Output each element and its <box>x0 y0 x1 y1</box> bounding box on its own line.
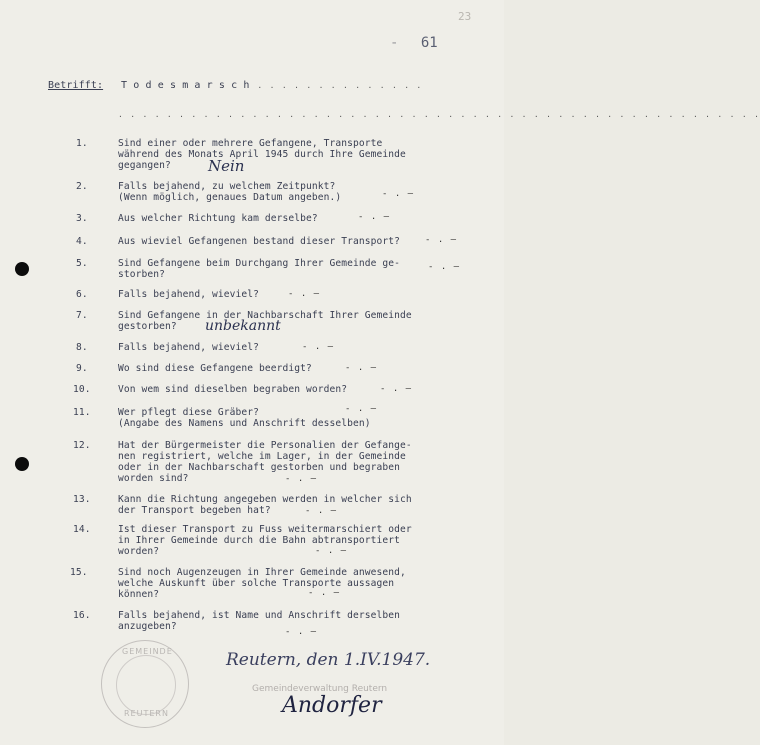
question-text-16: Falls bejahend, ist Name und Anschrift derselben anzugeben? <box>118 610 401 632</box>
question-text-5: Sind Gefangene beim Durchgang Ihrer Gemeinde ge- storben? <box>118 258 401 280</box>
question-number-1: 1. <box>76 138 88 149</box>
question-text-4: Aus wieviel Gefangenen bestand dieser Transport? <box>118 236 401 247</box>
dash-mark-15: - . — <box>308 588 341 598</box>
separator-dots: . . . . . . . . . . . . . . . . . . . . . . . . . . . . . . . . . . . . . . . . . . . . . . . . . . . . . <box>118 110 760 119</box>
dash-mark-4: - . — <box>425 235 458 245</box>
dash-mark-5: - . — <box>428 262 461 272</box>
dash-mark-11: - . — <box>345 404 378 414</box>
punch-hole-bottom <box>15 457 29 471</box>
subject-label: Betrifft: <box>48 80 104 91</box>
question-number-16: 16. <box>73 610 91 621</box>
signature-name: Andorfer <box>282 693 382 718</box>
dash-mark-10: - . — <box>380 384 413 394</box>
question-number-9: 9. <box>76 363 88 374</box>
dash-mark-3: - . — <box>358 212 391 222</box>
official-seal <box>101 640 189 728</box>
question-text-10: Von wem sind dieselben begraben worden? <box>118 384 348 395</box>
question-number-4: 4. <box>76 236 88 247</box>
question-text-12: Hat der Bürgermeister die Personalien der Gefange- nen registriert, welche im Lager, in der Gemeinde oder in der Nachbarschaft gestorben und begraben worden sind? <box>118 440 412 484</box>
punch-hole-top <box>15 262 29 276</box>
answer-7: unbekannt <box>205 318 281 334</box>
question-text-1: Sind einer oder mehrere Gefangene, Transporte während des Monats April 1945 durch Ihre Gemeinde gegangen? <box>118 138 406 171</box>
question-number-6: 6. <box>76 289 88 300</box>
question-number-8: 8. <box>76 342 88 353</box>
page-number-gray: 23 <box>458 10 472 23</box>
question-text-9: Wo sind diese Gefangene beerdigt? <box>118 363 312 374</box>
seal-bottom-text: REUTERN <box>124 709 169 718</box>
dash-mark-16: - . — <box>285 627 318 637</box>
dash-mark-12: - . — <box>285 474 318 484</box>
dash-mark-14: - . — <box>315 546 348 556</box>
question-number-15: 15. <box>70 567 88 578</box>
answer-1: Nein <box>208 157 245 175</box>
page-reference-prefix: - <box>390 35 407 51</box>
question-number-2: 2. <box>76 181 88 192</box>
seal-top-text: GEMEINDE <box>122 647 173 656</box>
dash-mark-2: - . — <box>382 189 415 199</box>
subject-title: T o d e s m a r s c h <box>120 80 250 91</box>
question-number-11: 11. <box>73 407 91 418</box>
question-text-6: Falls bejahend, wieviel? <box>118 289 260 300</box>
question-text-7: Sind Gefangene in der Nachbarschaft Ihrer Gemeinde gestorben? <box>118 310 412 332</box>
dash-mark-9: - . — <box>345 363 378 373</box>
question-number-3: 3. <box>76 213 88 224</box>
question-text-14: Ist dieser Transport zu Fuss weitermarschiert oder in Ihrer Gemeinde durch die Bahn abtransportiert worden? <box>118 524 412 557</box>
question-number-5: 5. <box>76 258 88 269</box>
place-date-handwritten: Reutern, den 1.IV.1947. <box>226 650 431 670</box>
question-text-13: Kann die Richtung angegeben werden in welcher sich der Transport begeben hat? <box>118 494 412 516</box>
question-text-3: Aus welcher Richtung kam derselbe? <box>118 213 318 224</box>
question-number-13: 13. <box>73 494 91 505</box>
dash-mark-8: - . — <box>302 342 335 352</box>
question-text-15: Sind noch Augenzeugen in Ihrer Gemeinde anwesend, welche Auskunft über solche Transporte aussagen können? <box>118 567 406 600</box>
subject-line: Betrifft: T o d e s m a r s c h . . . . . . . . . . . . . . <box>48 80 423 91</box>
dash-mark-6: - . — <box>288 289 321 299</box>
question-text-2: Falls bejahend, zu welchem Zeitpunkt? (Wenn möglich, genaues Datum angeben.) <box>118 181 342 203</box>
question-text-8: Falls bejahend, wieviel? <box>118 342 260 353</box>
question-text-11: Wer pflegt diese Gräber? (Angabe des Namens und Anschrift desselben) <box>118 407 371 429</box>
page-reference-number: 61 <box>420 35 438 51</box>
question-number-10: 10. <box>73 384 91 395</box>
page-reference <box>390 35 438 51</box>
dash-mark-13: - . — <box>305 506 338 516</box>
question-number-12: 12. <box>73 440 91 451</box>
question-number-14: 14. <box>73 524 91 535</box>
municipal-stamp-text: Gemeindeverwaltung Reutern <box>252 684 388 694</box>
question-number-7: 7. <box>76 310 88 321</box>
